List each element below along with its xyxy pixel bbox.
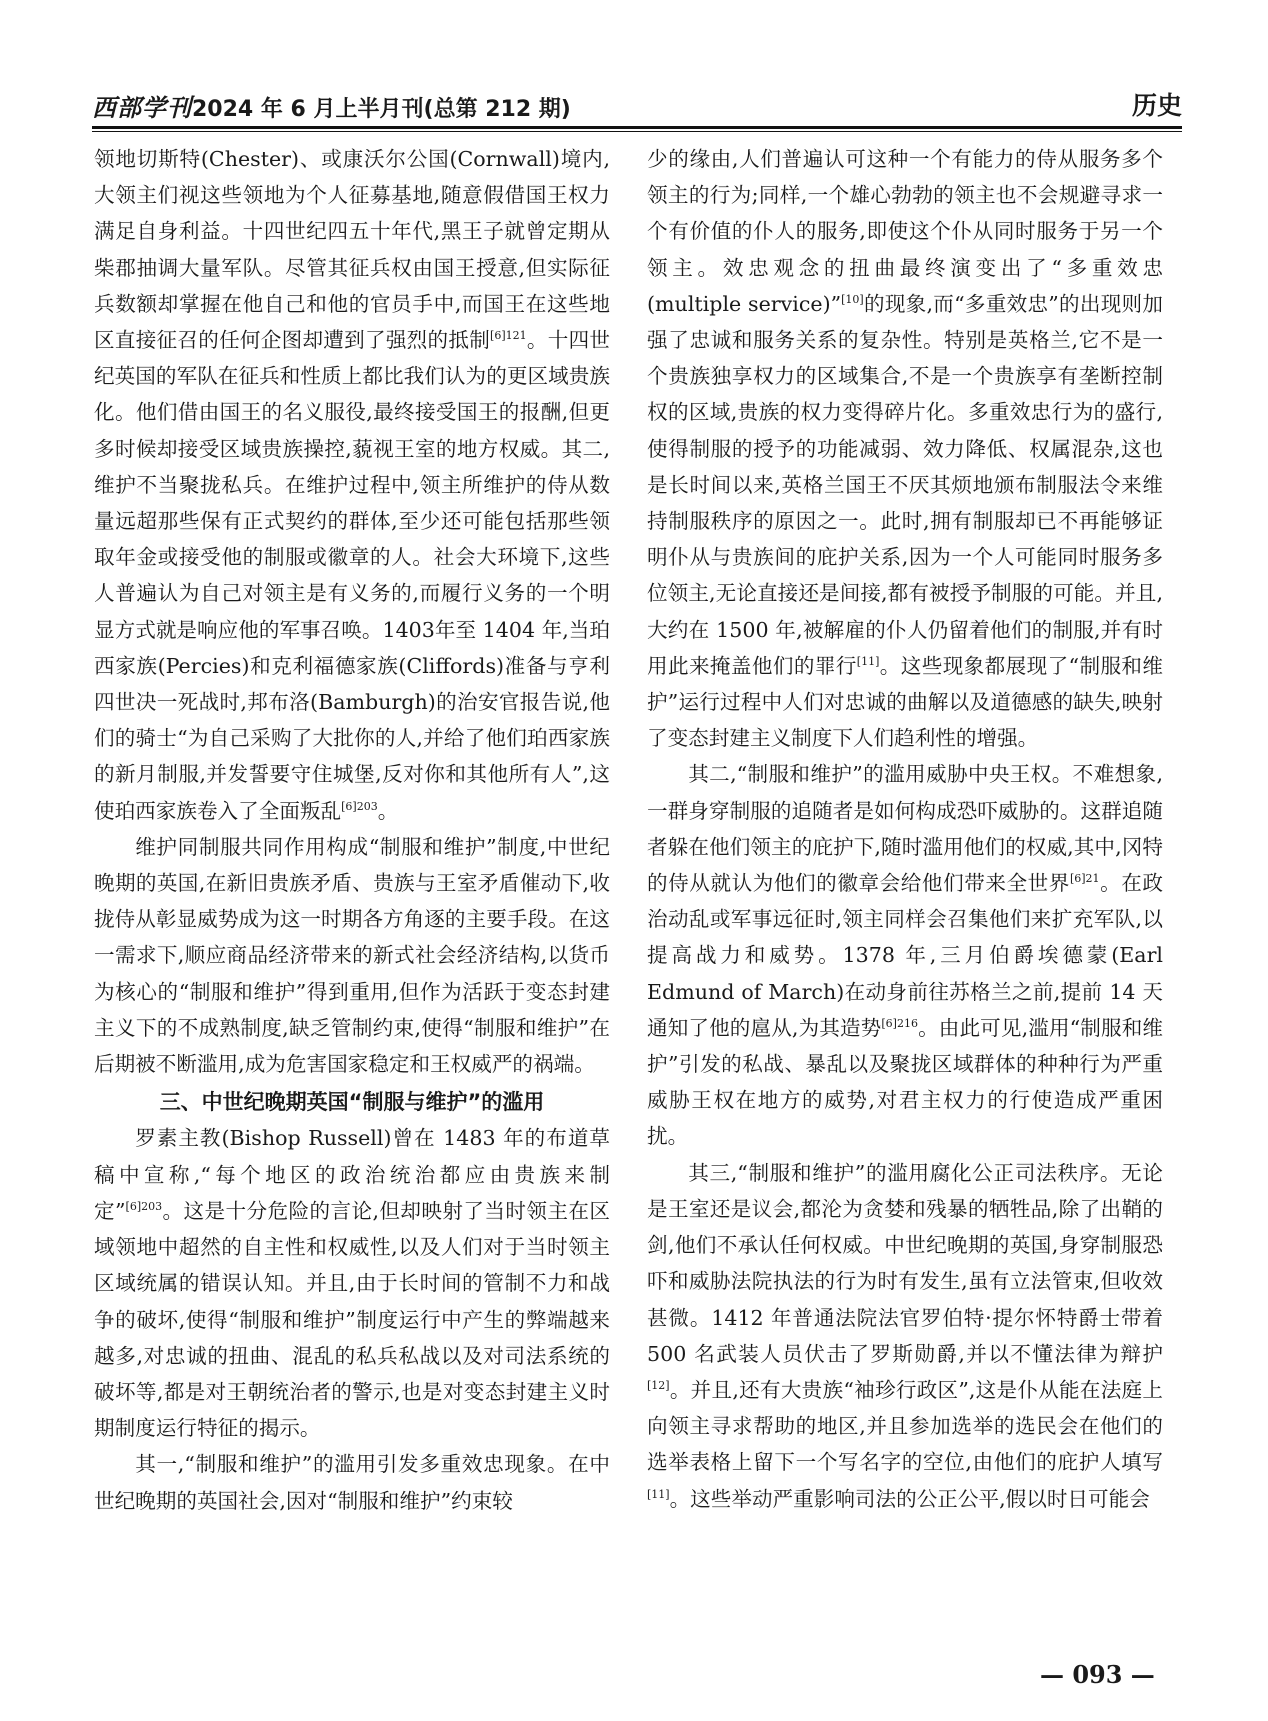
citation: [6]121 [490, 329, 527, 343]
citation: [10] [841, 292, 864, 306]
paragraph [94, 141, 610, 829]
text-run: 。十四世纪英国的军队在征兵和性质上都比我们认为的更区域贵族化。他们借由国王的名义服役,最终接受国王的报酬,但更多时候却接受区域贵族操控,藐视王室的地方权威。其二,维护不当聚拢私兵。在维护过程中,领主所维护的侍从数量远超那些保有正式契约的群体,至少还可能包括那些领取年金或接受他的制服或徽章的人。社会大环境下,这些人普遍认为自己对领主是有义务的,而履行义务的一个明显方式就是响应他的军事召唤。1403年至 1404 年,当珀西家族(Percies)和克利福德家族(Cliffords)准备与亨利四世决一死战时,邦布洛(Bamburgh)的治安官报告说,他们的骑士“为自己采购了大批你的人,并给了他们珀西家族的新月制服,并发誓要守住城堡,反对你和其他所有人”,这使珀西家族卷入了全面叛乱 [94, 328, 611, 823]
text-run: 。并且,还有大贵族“袖珍行政区”,这是仆从能在法庭上向领主寻求帮助的地区,并且参加选举的选民会在他们的选举表格上留下一个写名字的空位,由他们的庇护人填写 [647, 1377, 1163, 1475]
running-header [92, 86, 1182, 126]
text-run: 。由此可见,滥用“制服和维护”引发的私战、暴乱以及聚拢区域群体的种种行为严重威胁王权在地方的威势,对君主权力的行使造成严重困扰。 [647, 1015, 1163, 1149]
text-run: 。这些举动严重影响司法的公正公平,假以时日可能会 [669, 1486, 1150, 1511]
text-run: 其三,“制服和维护”的滥用腐化公正司法秩序。无论是王室还是议会,都沦为贪婪和残暴的牺牲品,除了出鞘的剑,他们不承认任何权威。中世纪晚期的英国,身穿制服恐吓和威胁法院执法的行为时有发生,虽有立法管束,但收效甚微。1412 年普通法院法官罗伯特·提尔怀特爵士带着 500 名武装人员伏击了罗斯勋爵,并以不懂法律为辩护 [647, 1160, 1163, 1366]
section-label: 历史 [1131, 91, 1182, 120]
paragraph [647, 1155, 1163, 1517]
text-run: 领地切斯特(Chester)、或康沃尔公国(Cornwall)境内,大领主们视这些领地为个人征募基地,随意假借国王权力满足自身利益。十四世纪四五十年代,黑王子就曾定期从柴郡抽调大量军队。尽管其征兵权由国王授意,但实际征兵数额却掌握在他自己和他的官员手中,而国王在这些地区直接征召的任何企图却遭到了强烈的抵制 [94, 147, 610, 353]
text-run: 。这是十分危险的言论,但却映射了当时领主在区域领地中超然的自主性和权威性,以及人们对于当时领主区域统属的错误认知。并且,由于长时间的管制不力和战争的破坏,使得“制服和维护”制度运行中产生的弊端越来越多,对忠诚的扭曲、混乱的私兵私战以及对司法系统的破坏等,都是对王朝统治者的警示,也是对变态封建主义时期制度运行特征的揭示。 [94, 1198, 610, 1441]
journal-info [92, 88, 571, 123]
citation: [6]21 [1069, 872, 1100, 886]
page-number: — 093 — [1040, 1660, 1155, 1689]
text-run: 的现象,而“多重效忠”的出现则加强了忠诚和服务关系的复杂性。特别是英格兰,它不是一个贵族独享权力的区域集合,不是一个贵族享有垄断控制权的区域,贵族的权力变得碎片化。多重效忠行为的盛行,使得制服的授予的功能减弱、效力降低、权属混杂,这也是长时间以来,英格兰国王不厌其烦地颁布制服法令来维持制服秩序的原因之一。此时,拥有制服却已不再能够证明仆从与贵族间的庇护关系,因为一个人可能同时服务多位领主,无论直接还是间接,都有被授予制服的可能。并且,大约在 1500 年,被解雇的仆人仍留着他们的制服,并有时用此来掩盖他们的罪行 [647, 291, 1163, 678]
text-run: 。这些现象都展现了“制服和维护”运行过程中人们对忠诚的曲解以及道德感的缺失,映射了变态封建主义制度下人们趋利性的增强。 [647, 653, 1163, 751]
text-run: 。在政治动乱或军事远征时,领主同样会召集他们来扩充军队,以提高战力和威势。1378 年,三月伯爵埃德蒙(Earl Edmund of March)在动身前往苏格兰之前,提前 14 天通知了他的扈从,为其造势 [647, 871, 1164, 1040]
text-run: 其二,“制服和维护”的滥用威胁中央王权。不难想象,一群身穿制服的追随者是如何构成恐吓威胁的。这群追随者躲在他们领主的庇护下,随时滥用他们的权威,其中,冈特的侍从就认为他们的徽章会给他们带来全世界 [647, 762, 1163, 896]
right-column [647, 141, 1163, 1517]
section-heading: 三、中世纪晚期英国“制服与维护”的滥用 [159, 1090, 545, 1115]
citation: [6]203 [125, 1200, 163, 1214]
citation: [6]216 [881, 1017, 918, 1031]
text-run: 罗素主教(Bishop Russell)曾在 1483 年的布道草稿中宣称,“每个地区的政治统治都应由贵族来制定” [94, 1126, 610, 1223]
citation: [11] [856, 654, 880, 668]
paragraph: 维护同制服共同作用构成“制服和维护”制度,中世纪晚期的英国,在新旧贵族矛盾、贵族与王室矛盾催动下,收拢侍从彰显威势成为这一时期各方角逐的主要手段。在这一需求下,顺应商品经济带来的新式社会经济结构,以货币为核心的“制服和维护”得到重用,但作为活跃于变态封建主义下的不成熟制度,缺乏管制约束,使得“制服和维护”在后期被不断滥用,成为危害国家稳定和王权威严的祸端。 [94, 834, 610, 1077]
left-column [94, 141, 610, 1519]
paragraph [94, 1120, 610, 1446]
citation: [6]203 [341, 799, 378, 813]
journal-logo: 西部学刊 [92, 93, 192, 122]
header-rule-thin [92, 131, 1182, 132]
header-rule [92, 126, 1182, 129]
citation: [12] [647, 1379, 670, 1393]
citation: [11] [647, 1487, 670, 1501]
issue-info: 2024 年 6 月上半月刊(总第 212 期) [192, 97, 571, 122]
text-run: 。 [377, 798, 399, 823]
text-run: 少的缘由,人们普遍认可这种一个有能力的侍从服务多个领主的行为;同样,一个雄心勃勃的领主也不会规避寻求一个有价值的仆人的服务,即使这个仆从同时服务于另一个领主。效忠观念的扭曲最终演变出了“多重效忠(multiple service)” [647, 147, 1163, 316]
paragraph [647, 756, 1163, 1154]
paragraph [647, 141, 1163, 756]
paragraph: 其一,“制服和维护”的滥用引发多重效忠现象。在中世纪晚期的英国社会,因对“制服和维护”约束较 [94, 1452, 610, 1513]
